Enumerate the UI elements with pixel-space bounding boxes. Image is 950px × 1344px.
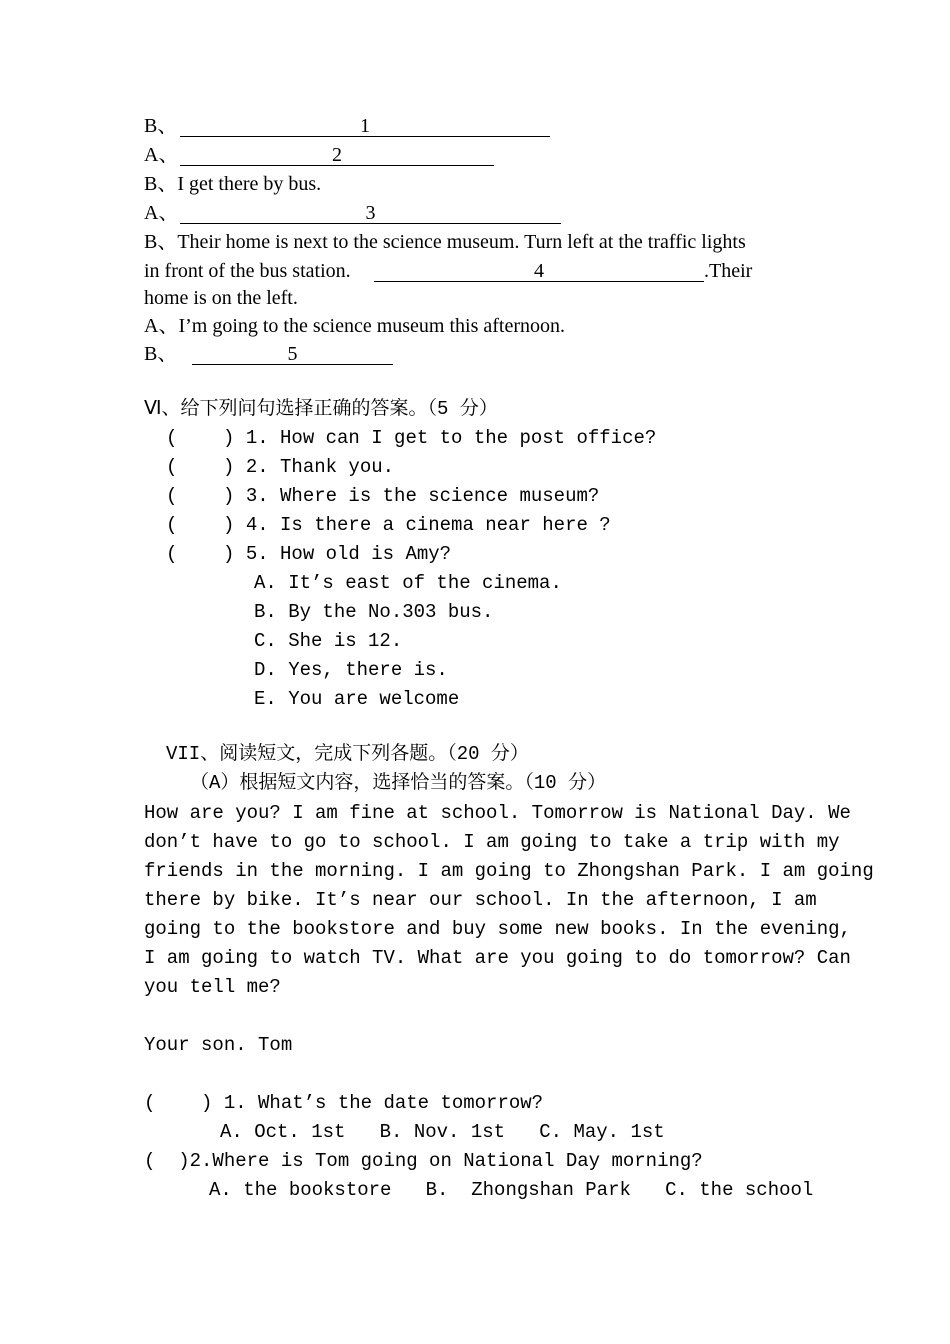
dialogue-line-1-speaker: B、 [144, 115, 178, 137]
dialogue-line-6-post: .Their [704, 260, 753, 282]
passage-line-3: friends in the morning. I am going to Zhongshan Park. I am going [144, 860, 874, 882]
section-6-option-c: C. She is 12. [254, 630, 403, 652]
dialogue-line-3: B、I get there by bus. [144, 173, 322, 195]
dialogue-line-4-speaker: A、 [144, 202, 179, 224]
reading-question-2: ( )2.Where is Tom going on National Day morning? [144, 1150, 703, 1172]
dialogue-line-5: B、Their home is next to the science museum. Turn left at the traffic lights [144, 231, 746, 253]
section-7-title: VII、阅读短文，完成下列各题。（20 分） [166, 743, 529, 765]
section-7-subtitle: （A）根据短文内容，选择恰当的答案。（10 分） [190, 772, 607, 794]
section-6-question-3: ( ) 3. Where is the science museum? [166, 485, 600, 507]
answer-blank-1: 1 [180, 114, 550, 137]
section-6-option-b: B. By the No.303 bus. [254, 601, 494, 623]
dialogue-line-7: home is on the left. [144, 287, 298, 309]
dialogue-line-2-speaker: A、 [144, 144, 179, 166]
reading-question-1: ( ) 1. What’s the date tomorrow? [144, 1092, 544, 1114]
answer-blank-4: 4 [374, 259, 704, 282]
answer-blank-5: 5 [192, 342, 393, 365]
section-6-option-d: D. Yes, there is. [254, 659, 448, 681]
section-6-question-1: ( ) 1. How can I get to the post office? [166, 427, 657, 449]
answer-blank-2: 2 [180, 143, 494, 166]
reading-question-2-options: A. the bookstore B. Zhongshan Park C. the school [209, 1179, 814, 1201]
passage-line-5: going to the bookstore and buy some new books. In the evening, [144, 918, 851, 940]
passage-signature: Your son. Tom [144, 1034, 293, 1056]
dialogue-line-8: A、I’m going to the science museum this afternoon. [144, 315, 566, 337]
section-6-question-5: ( ) 5. How old is Amy? [166, 543, 452, 565]
section-6-question-2: ( ) 2. Thank you. [166, 456, 395, 478]
passage-line-1: How are you? I am fine at school. Tomorrow is National Day. We [144, 802, 851, 824]
passage-line-6: I am going to watch TV. What are you going to do tomorrow? Can [144, 947, 851, 969]
passage-line-7: you tell me? [144, 976, 281, 998]
answer-blank-3: 3 [180, 201, 561, 224]
section-6-title: Ⅵ、给下列问句选择正确的答案。（5 分） [144, 398, 498, 420]
section-6-option-e: E. You are welcome [254, 688, 460, 710]
passage-line-2: don’t have to go to school. I am going to take a trip with my [144, 831, 840, 853]
passage-line-4: there by bike. It’s near our school. In the afternoon, I am [144, 889, 817, 911]
reading-question-1-options: A. Oct. 1st B. Nov. 1st C. May. 1st [220, 1121, 665, 1143]
section-6-question-4: ( ) 4. Is there a cinema near here ? [166, 514, 611, 536]
dialogue-line-6-pre: in front of the bus station. [144, 260, 351, 282]
section-6-option-a: A. It’s east of the cinema. [254, 572, 562, 594]
dialogue-line-9-speaker: B、 [144, 343, 178, 365]
